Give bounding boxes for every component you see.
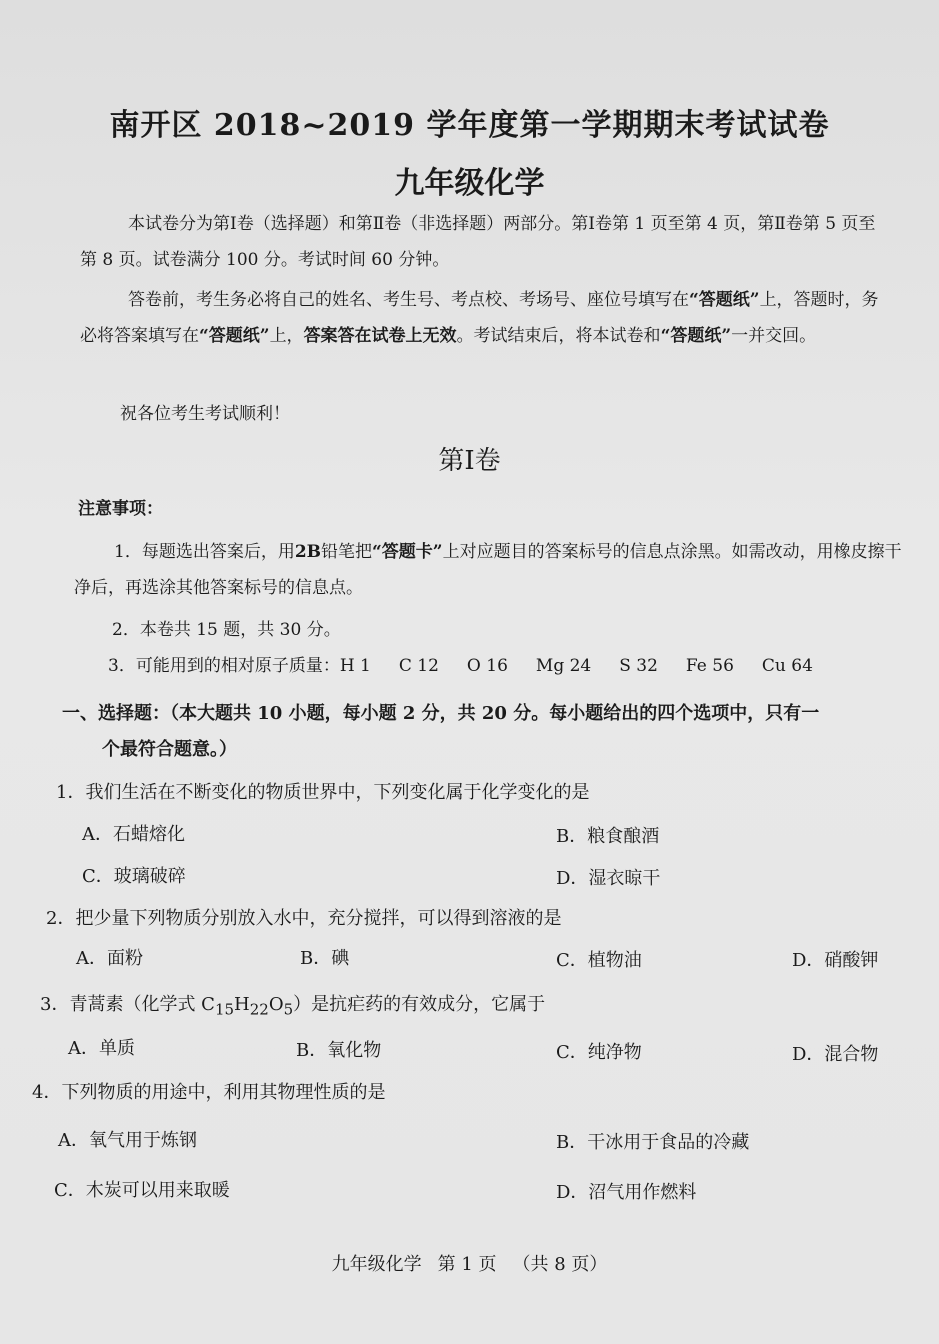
answer-sheet-term: “答题纸” bbox=[660, 326, 732, 346]
question-1-option-d: D．湿衣晾干 bbox=[556, 868, 661, 889]
question-3-text: 3．青蒿素（化学式 C bbox=[40, 994, 215, 1015]
volume-heading: 第Ⅰ卷 bbox=[438, 446, 501, 476]
formula-element: O bbox=[268, 994, 284, 1015]
intro-text: 一并交回。 bbox=[731, 326, 817, 346]
question-1-stem: 1．我们生活在不断变化的物质世界中，下列变化属于化学变化的是 bbox=[56, 782, 590, 803]
atomic-mass-h: H 1 bbox=[339, 656, 371, 676]
question-3-option-c: C．纯净物 bbox=[556, 1042, 642, 1063]
section-heading bbox=[62, 696, 912, 768]
atomic-mass-c: C 12 bbox=[398, 656, 439, 676]
pencil-type: 2B bbox=[294, 542, 322, 562]
question-3-option-d: D．混合物 bbox=[792, 1044, 879, 1065]
question-1-option-c: C．玻璃破碎 bbox=[82, 866, 186, 887]
question-4-option-c: C．木炭可以用来取暖 bbox=[54, 1180, 230, 1201]
page-footer bbox=[0, 1250, 939, 1276]
good-luck-line: 祝各位考生考试顺利！ bbox=[120, 404, 290, 424]
formula-subscript: 15 bbox=[214, 1000, 235, 1019]
notice-text: 铅笔把 bbox=[321, 542, 373, 562]
exam-subtitle: 九年级化学 bbox=[394, 166, 545, 201]
atomic-mass-mg: Mg 24 bbox=[535, 656, 592, 676]
question-2-option-d: D．硝酸钾 bbox=[792, 950, 879, 971]
question-3-option-a: A．单质 bbox=[68, 1038, 135, 1059]
answer-sheet-term: “答题纸” bbox=[689, 290, 760, 310]
formula-subscript: 5 bbox=[283, 1000, 294, 1019]
formula-element: H bbox=[234, 994, 250, 1015]
footer-total-pages: （共 8 页） bbox=[512, 1254, 608, 1275]
answer-card-term: “答题卡” bbox=[372, 542, 443, 562]
formula-subscript: 22 bbox=[249, 1000, 269, 1019]
atomic-mass-s: S 32 bbox=[619, 656, 658, 676]
question-4-option-b: B．干冰用于食品的冷藏 bbox=[556, 1132, 750, 1153]
footer-subject: 九年级化学 bbox=[331, 1254, 422, 1275]
atomic-mass-o: O 16 bbox=[466, 656, 508, 676]
question-2-option-c: C．植物油 bbox=[556, 950, 642, 971]
question-4-option-a: A．氧气用于炼钢 bbox=[58, 1130, 197, 1151]
intro-text: 答卷前，考生务必将自己的姓名、考生号、考点校、考场号、座位号填写在 bbox=[128, 290, 689, 310]
notice-item-1 bbox=[74, 534, 904, 606]
exam-title: 南开区 2018~2019 学年度第一学期期末考试试卷 bbox=[109, 108, 830, 143]
notice-item-3 bbox=[108, 648, 813, 684]
intro-paragraph-1: 本试卷分为第Ⅰ卷（选择题）和第Ⅱ卷（非选择题）两部分。第Ⅰ卷第 1 页至第 4 页，第Ⅱ卷第 5 页至第 8 页。试卷满分 100 分。考试时间 60 分钟。 bbox=[80, 214, 876, 270]
question-4-option-d: D．沼气用作燃料 bbox=[556, 1182, 697, 1203]
question-3-text: ）是抗疟药的有效成分，它属于 bbox=[293, 994, 546, 1015]
notice-text: 1．每题选出答案后，用 bbox=[114, 542, 295, 562]
footer-page-number: 第 1 页 bbox=[437, 1254, 497, 1275]
atomic-mass-cu: Cu 64 bbox=[761, 656, 813, 676]
atomic-mass-label: 3．可能用到的相对原子质量： bbox=[108, 656, 340, 676]
section-heading-line-2: 个最符合题意。） bbox=[102, 739, 237, 760]
answer-sheet-term: “答题纸” bbox=[199, 326, 270, 346]
notice-item-2: 2．本卷共 15 题，共 30 分。 bbox=[112, 620, 341, 640]
question-3-option-b: B．氧化物 bbox=[296, 1040, 382, 1061]
question-1-option-a: A．石蜡熔化 bbox=[82, 824, 185, 845]
atomic-mass-fe: Fe 56 bbox=[685, 656, 734, 676]
intro-text: 上，答题时，务必将答案填写在 bbox=[80, 290, 879, 346]
question-3-stem bbox=[40, 990, 545, 1019]
intro-text: 。考试结束后，将本试卷和 bbox=[456, 326, 661, 346]
notice-text: 上对应题目的答案标号的信息点涂黑。如需改动，用橡皮擦干净后，再选涂其他答案标号的信息点。 bbox=[74, 542, 902, 598]
question-2-option-b: B．碘 bbox=[300, 948, 350, 969]
notice-heading: 注意事项： bbox=[78, 499, 163, 519]
intro-text: 上， bbox=[269, 326, 304, 346]
intro-paragraph-2 bbox=[80, 282, 885, 354]
question-4-stem: 4．下列物质的用途中，利用其物理性质的是 bbox=[32, 1082, 386, 1103]
question-1-option-b: B．粮食酿酒 bbox=[556, 826, 660, 847]
question-2-option-a: A．面粉 bbox=[76, 948, 143, 969]
question-2-stem: 2．把少量下列物质分别放入水中，充分搅拌，可以得到溶液的是 bbox=[46, 908, 562, 929]
section-heading-line-1: 一、选择题：（本大题共 10 小题，每小题 2 分，共 20 分。每小题给出的四个选项中，只有一 bbox=[62, 703, 820, 724]
invalid-answer-warning: 答案答在试卷上无效 bbox=[303, 326, 457, 346]
